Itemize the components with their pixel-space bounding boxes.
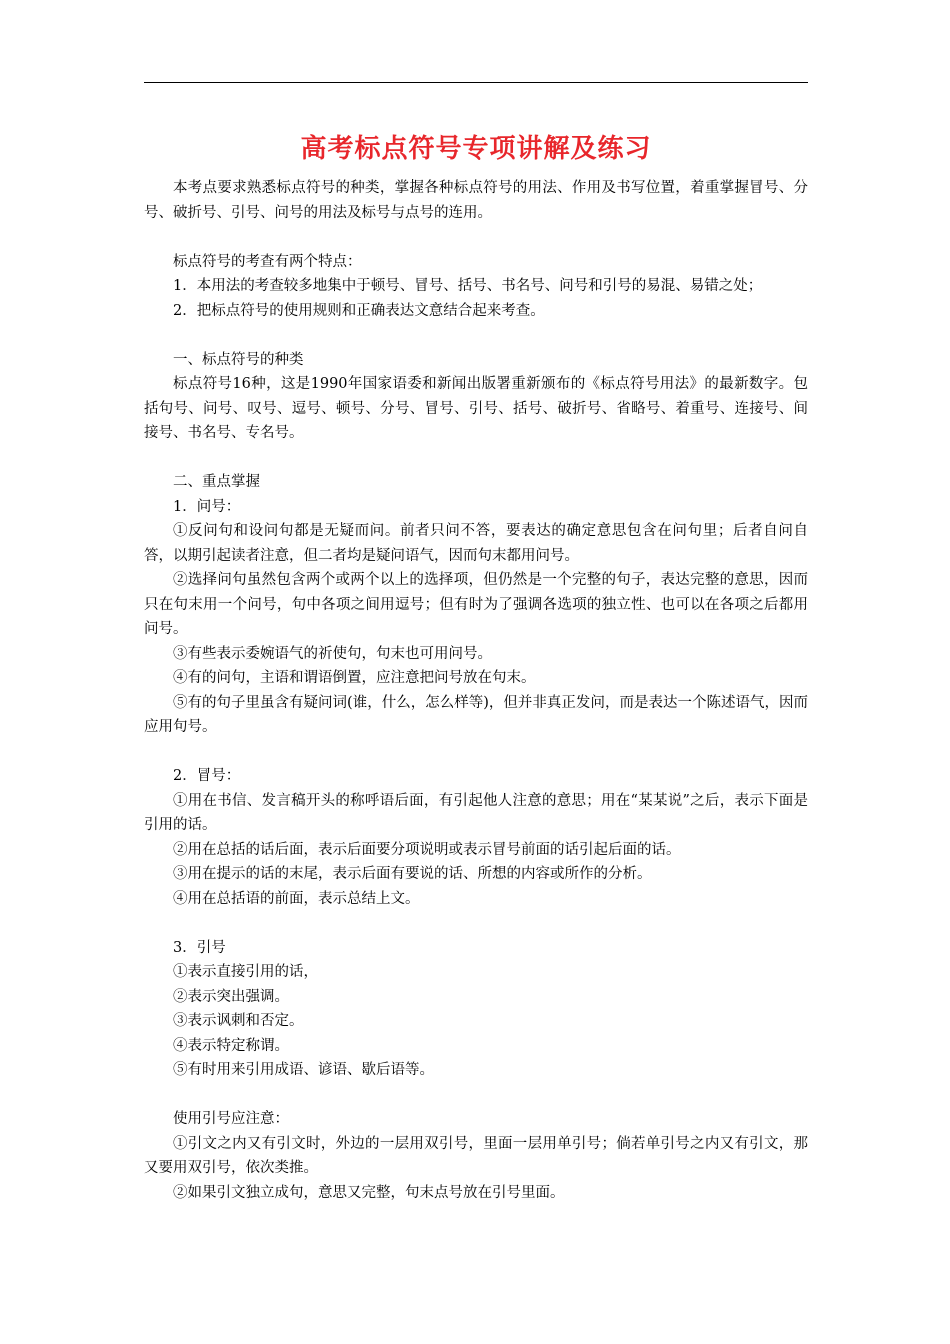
paragraph-gap — [144, 911, 808, 936]
features-heading: 标点符号的考查有两个特点： — [173, 253, 362, 270]
question-mark-item-1: ①反问句和设问句都是无疑而问。前者只问不答，要表达的确定意思包含在问句里；后者自问自答，以期引起读者注意，但二者均是疑问语气，因而句末都用问号。 — [144, 523, 808, 564]
header-rule — [144, 82, 808, 83]
document-page — [144, 0, 808, 1344]
quotes-item-2: ②表示突出强调。 — [173, 988, 289, 1005]
quotes-item-5: ⑤有时用来引用成语、谚语、歇后语等。 — [173, 1062, 434, 1078]
colon-item-4: ④用在总括语的前面，表示总结上文。 — [173, 890, 420, 907]
question-mark-item-4: ④有的问句，主语和谓语倒置，应注意把问号放在句末。 — [173, 670, 536, 686]
colon-item-2: ②用在总括的话后面，表示后面要分项说明或表示冒号前面的话引起后面的话。 — [173, 841, 681, 858]
colon-heading: 2．冒号： — [173, 768, 241, 784]
question-mark-heading: 1．问号： — [173, 498, 241, 515]
section-1-body: 标点符号16种，这是1990年国家语委和新闻出版署重新颁布的《标点符号用法》的最新数字。包括句号、问号、叹号、逗号、顿号、分号、冒号、引号、括号、破折号、省略号、着重号、连接号、间接号、书名号、专名号。 — [144, 376, 808, 441]
quotes-item-4: ④表示特定称谓。 — [173, 1037, 289, 1054]
question-mark-item-5: ⑤有的句子里虽含有疑问词(谁，什么，怎么样等)，但并非真正发问，而是表达一个陈述语气，因而应用句号。 — [144, 694, 808, 735]
quotes-item-3: ③表示讽刺和否定。 — [173, 1013, 304, 1029]
question-mark-item-3: ③有些表示委婉语气的祈使句，句末也可用问号。 — [173, 645, 492, 662]
colon-item-1: ①用在书信、发言稿开头的称呼语后面，有引起他人注意的意思；用在“某某说”之后，表示下面是引用的话。 — [144, 792, 808, 833]
document-body — [144, 176, 808, 1205]
question-mark-item-2: ②选择问句虽然包含两个或两个以上的选择项，但仍然是一个完整的句子，表达完整的意思，因而只在句末用一个问号，句中各项之间用逗号；但有时为了强调各选项的独立性、也可以在各项之后都用问号。 — [144, 572, 808, 637]
paragraph-gap — [144, 323, 808, 348]
quotes-heading: 3．引号 — [173, 939, 226, 956]
paragraph-gap — [144, 740, 808, 765]
features-item-2: 2．把标点符号的使用规则和正确表达文意结合起来考查。 — [173, 302, 545, 319]
document-title: 高考标点符号专项讲解及练习 — [300, 134, 652, 164]
section-2-heading: 二、重点掌握 — [173, 474, 260, 490]
paragraph-gap — [144, 225, 808, 250]
paragraph-gap — [144, 446, 808, 471]
features-item-1: 1．本用法的考查较多地集中于顿号、冒号、括号、书名号、问号和引号的易混、易错之处； — [173, 278, 763, 294]
quotes-item-1: ①表示直接引用的话， — [173, 964, 318, 980]
colon-item-3: ③用在提示的话的末尾，表示后面有要说的话、所想的内容或所作的分析。 — [173, 866, 652, 882]
quotes-notes-item-1: ①引文之内又有引文时，外边的一层用双引号，里面一层用单引号；倘若单引号之内又有引文，那又要用双引号，依次类推。 — [144, 1135, 808, 1176]
quotes-notes-item-2: ②如果引文独立成句，意思又完整，句末点号放在引号里面。 — [173, 1184, 565, 1201]
section-1-heading: 一、标点符号的种类 — [173, 351, 304, 368]
intro-paragraph: 本考点要求熟悉标点符号的种类，掌握各种标点符号的用法、作用及书写位置，着重掌握冒号、分号、破折号、引号、问号的用法及标号与点号的连用。 — [144, 180, 808, 221]
quotes-notes-heading: 使用引号应注意： — [173, 1111, 289, 1127]
paragraph-gap — [144, 1083, 808, 1108]
